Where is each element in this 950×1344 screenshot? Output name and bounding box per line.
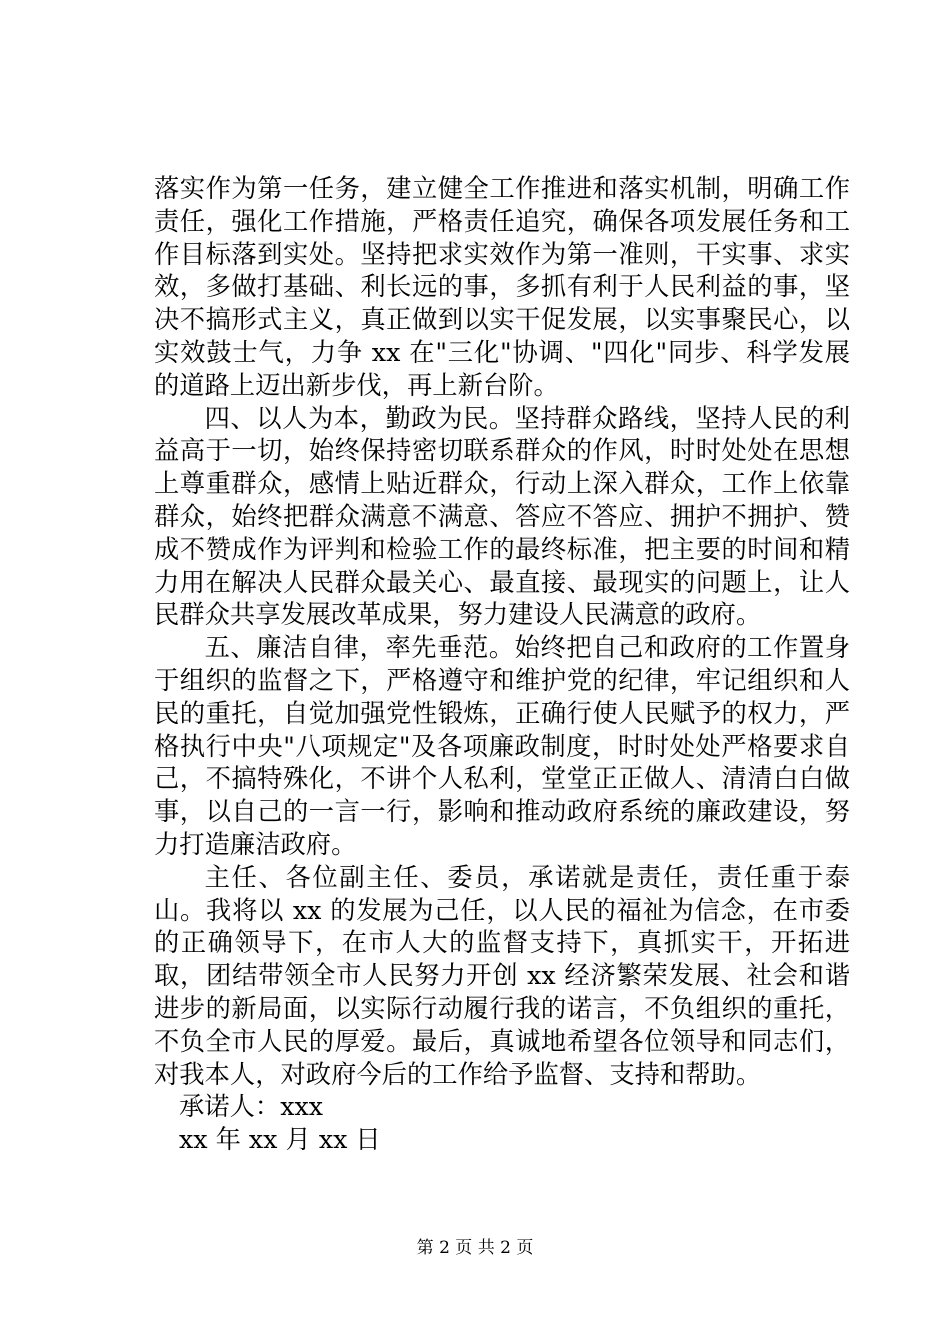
paragraph-closing: 主任、各位副主任、委员，承诺就是责任，责任重于泰山。我将以 xx 的发展为己任，以人民的福祉为信念，在市委的正确领导下，在市人大的监督支持下，真抓实干，开拓进取，团结带领全市人民努力开创 xx 经济繁荣发展、社会和谐进步的新局面，以实际行动履行我的诺言，不负组织的重托，不负全市人民的厚爱。最后，真诚地希望各位领导和同志们，对我本人，对政府今后的工作给予监督、支持和帮助。: [154, 862, 850, 1089]
paragraph-continuation: 落实作为第一任务，建立健全工作推进和落实机制，明确工作责任，强化工作措施，严格责任追究，确保各项发展任务和工作目标落到实处。坚持把求实效作为第一准则，干实事、求实效，多做打基础、利长远的事，多抓有利于人民利益的事，坚决不搞形式主义，真正做到以实干促发展，以实事聚民心，以实效鼓士气，力争 xx 在"三化"协调、"四化"同步、科学发展的道路上迈出新步伐，再上新台阶。: [154, 174, 850, 400]
page-footer: 第 2 页 共 2 页: [416, 1238, 534, 1258]
document-body: [154, 173, 850, 1157]
paragraph-section-five: 五、廉洁自律，率先垂范。始终把自己和政府的工作置身于组织的监督之下，严格遵守和维护党的纪律，牢记组织和人民的重托，自觉加强党性锻炼，正确行使人民赋予的权力，严格执行中央"八项规定"及各项廉政制度，时时处处严格要求自己，不搞特殊化，不讲个人私利，堂堂正正做人、清清白白做事，以自己的一言一行，影响和推动政府系统的廉政建设，努力打造廉洁政府。: [154, 633, 850, 859]
signature-promisor: 承诺人：xxx: [179, 1092, 323, 1122]
paragraph-section-four: 四、以人为本，勤政为民。坚持群众路线，坚持人民的利益高于一切，始终保持密切联系群众的作风，时时处处在思想上尊重群众，感情上贴近群众，行动上深入群众，工作上依靠群众，始终把群众满意不满意、答应不答应、拥护不拥护、赞成不赞成作为评判和检验工作的最终标准，把主要的时间和精力用在解决人民群众最关心、最直接、最现实的问题上，让人民群众共享发展改革成果，努力建设人民满意的政府。: [154, 403, 850, 630]
signature-date: xx 年 xx 月 xx 日: [179, 1125, 381, 1155]
